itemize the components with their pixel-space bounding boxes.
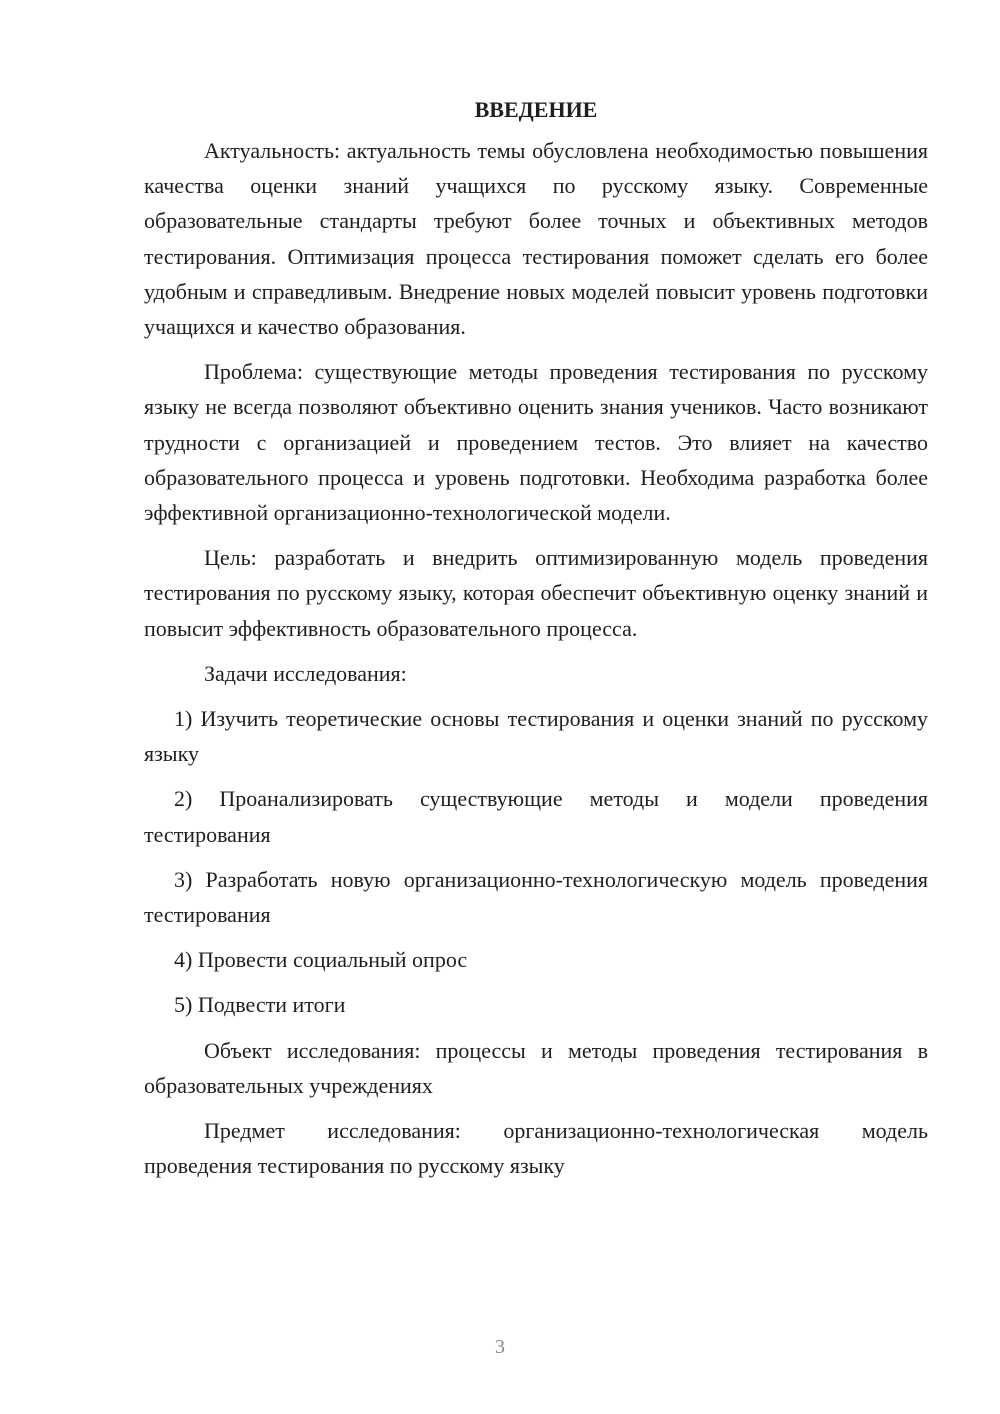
paragraph-subject: Предмет исследования: организационно-технологическая модель проведения тестирования по русскому языку: [144, 1118, 928, 1179]
page-title: ВВЕДЕНИЕ: [474, 97, 598, 122]
paragraph-goal: Цель: разработать и внедрить оптимизированную модель проведения тестирования по русскому языку, которая обеспечит объективную оценку знаний и повысит эффективность образовательного процесса.: [144, 545, 928, 641]
paragraph-object: Объект исследования: процессы и методы проведения тестирования в образовательных учреждениях: [144, 1037, 928, 1098]
task-item: 5) Подвести итоги: [174, 992, 346, 1018]
paragraph-problem: Проблема: существующие методы проведения тестирования по русскому языку не всегда позволяют объективно оценить знания учеников. Часто возникают трудности с организацией и проведением тестов. Это влияет на качество образовательного процесса и уровень подготовки. Необходима разработка более эффективной организационно-технологической модели.: [144, 359, 928, 526]
tasks-heading: Задачи исследования:: [204, 660, 407, 686]
task-item: 2) Проанализировать существующие методы и модели проведения тестирования: [144, 786, 928, 847]
page-content: [144, 92, 928, 1193]
task-item: 3) Разработать новую организационно-технологическую модель проведения тестирования: [144, 866, 928, 928]
task-item: 1) Изучить теоретические основы тестирования и оценки знаний по русскому языку: [144, 706, 928, 767]
task-item: 4) Провести социальный опрос: [174, 947, 468, 973]
paragraph-relevance: Актуальность: актуальность темы обусловлена необходимостью повышения качества оценки знаний учащихся по русскому языку. Современные образовательные стандарты требуют более точных и объективных методов тестирования. Оптимизация процесса тестирования поможет сделать его более удобным и справедливым. Внедрение новых моделей повысит уровень подготовки учащихся и качество образования.: [144, 138, 928, 340]
page-number: 3: [495, 1336, 505, 1358]
